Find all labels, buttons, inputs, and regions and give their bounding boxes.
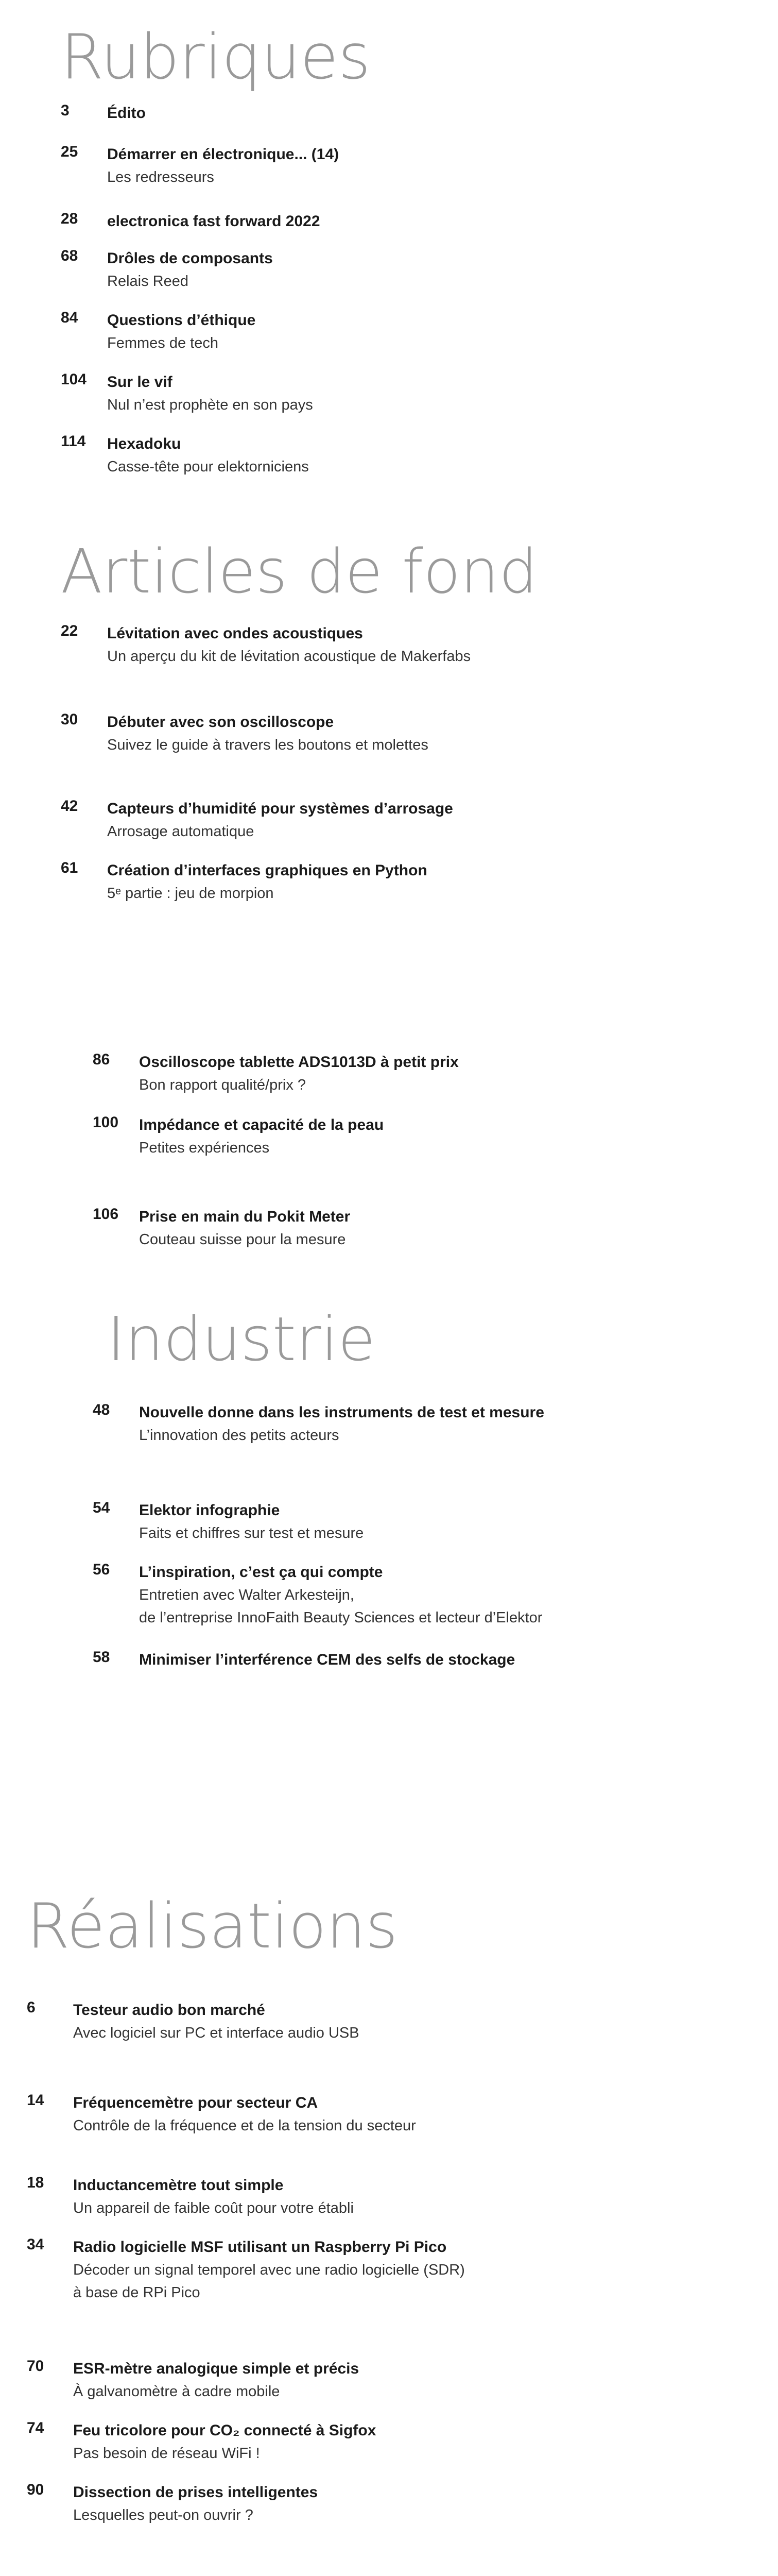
page-number: 48 bbox=[93, 1401, 110, 1418]
page-number: 14 bbox=[27, 2092, 44, 2109]
entry-title: Minimiser l’interférence CEM des selfs de stockage bbox=[139, 1651, 515, 1668]
page-number: 84 bbox=[61, 309, 78, 326]
page-number: 86 bbox=[93, 1051, 110, 1068]
page-number: 25 bbox=[61, 143, 78, 160]
rubriques-section bbox=[0, 0, 778, 515]
entry-title: Inductancemètre tout simple bbox=[73, 2177, 284, 2194]
entry-title: Testeur audio bon marché bbox=[73, 2002, 265, 2019]
entry-subtitle: Bon rapport qualité/prix ? bbox=[139, 1077, 306, 1093]
entry-subtitle: Faits et chiffres sur test et mesure bbox=[139, 1525, 364, 1541]
entry-title: Feu tricolore pour CO₂ connecté à Sigfox bbox=[73, 2422, 376, 2439]
entry-title: L’inspiration, c’est ça qui compte bbox=[139, 1564, 383, 1581]
entry-title: Oscilloscope tablette ADS1013D à petit prix bbox=[139, 1054, 459, 1071]
page-number: 6 bbox=[27, 1999, 36, 2016]
entry-title: Prise en main du Pokit Meter bbox=[139, 1208, 351, 1225]
page-number: 30 bbox=[61, 711, 78, 728]
articles-section bbox=[0, 515, 778, 1278]
page-number: 74 bbox=[27, 2419, 44, 2436]
page-number: 114 bbox=[61, 433, 86, 450]
entry-title: Elektor infographie bbox=[139, 1502, 280, 1519]
entry-subtitle: Suivez le guide à travers les boutons et molettes bbox=[107, 737, 428, 753]
entry-subtitle: 5ᵉ partie : jeu de morpion bbox=[107, 885, 274, 902]
entry-title: Dissection de prises intelligentes bbox=[73, 2484, 318, 2501]
entry-title: Radio logicielle MSF utilisant un Raspberry Pi Pico bbox=[73, 2239, 447, 2256]
entry-subtitle: Un aperçu du kit de lévitation acoustique de Makerfabs bbox=[107, 648, 471, 665]
realisations-section bbox=[0, 1891, 778, 2576]
entry-subtitle: Arrosage automatique bbox=[107, 823, 254, 840]
articles-title: Articles de fond bbox=[61, 536, 538, 607]
entry-subtitle: À galvanomètre à cadre mobile bbox=[73, 2383, 280, 2400]
entry-subtitle: Couteau suisse pour la mesure bbox=[139, 1231, 346, 1248]
entry-subtitle: Pas besoin de réseau WiFi ! bbox=[73, 2445, 260, 2462]
entry-subtitle: Casse-tête pour elektorniciens bbox=[107, 459, 309, 475]
entry-title: Lévitation avec ondes acoustiques bbox=[107, 625, 363, 642]
page-number: 34 bbox=[27, 2236, 44, 2253]
page-number: 3 bbox=[61, 102, 70, 119]
entry-subtitle: Avec logiciel sur PC et interface audio USB bbox=[73, 2025, 359, 2041]
entry-title: Édito bbox=[107, 105, 146, 122]
entry-subtitle: Relais Reed bbox=[107, 273, 188, 290]
industrie-title: Industrie bbox=[107, 1303, 375, 1375]
page-number: 100 bbox=[93, 1114, 119, 1131]
entry-subtitle: Petites expériences bbox=[139, 1140, 270, 1156]
entry-title: Démarrer en électronique... (14) bbox=[107, 146, 339, 163]
page-number: 106 bbox=[93, 1206, 119, 1223]
entry-subtitle: L’innovation des petits acteurs bbox=[139, 1427, 339, 1444]
page-number: 58 bbox=[93, 1649, 110, 1666]
entry-subtitle: Nul n’est prophète en son pays bbox=[107, 397, 313, 413]
entry-subtitle: Décoder un signal temporel avec une radio logicielle (SDR) bbox=[73, 2262, 465, 2278]
entry-title: Hexadoku bbox=[107, 435, 181, 452]
page-number: 54 bbox=[93, 1499, 110, 1516]
industrie-section bbox=[0, 1303, 778, 1762]
entry-title: Sur le vif bbox=[107, 374, 172, 391]
entry-subtitle: Les redresseurs bbox=[107, 169, 214, 185]
entry-title: Questions d’éthique bbox=[107, 312, 256, 329]
entry-subtitle: Contrôle de la fréquence et de la tension du secteur bbox=[73, 2117, 416, 2134]
page-number: 22 bbox=[61, 622, 78, 639]
entry-title: Capteurs d’humidité pour systèmes d’arrosage bbox=[107, 800, 453, 817]
page-number: 90 bbox=[27, 2481, 44, 2498]
entry-title: ESR-mètre analogique simple et précis bbox=[73, 2360, 359, 2377]
entry-title: electronica fast forward 2022 bbox=[107, 213, 320, 230]
page-number: 56 bbox=[93, 1561, 110, 1578]
entry-subtitle: Un appareil de faible coût pour votre établi bbox=[73, 2200, 354, 2216]
entry-title: Création d’interfaces graphiques en Python bbox=[107, 862, 427, 879]
page-number: 104 bbox=[61, 371, 87, 388]
entry-title: Débuter avec son oscilloscope bbox=[107, 714, 334, 731]
entry-title: Fréquencemètre pour secteur CA bbox=[73, 2094, 318, 2111]
page-number: 42 bbox=[61, 798, 78, 815]
page-number: 18 bbox=[27, 2174, 44, 2191]
page-number: 68 bbox=[61, 247, 78, 264]
page-number: 61 bbox=[61, 859, 78, 876]
realisations-title: Réalisations bbox=[27, 1891, 398, 1962]
entry-title: Drôles de composants bbox=[107, 250, 273, 267]
entry-subtitle: Lesquelles peut-on ouvrir ? bbox=[73, 2507, 253, 2523]
entry-subtitle: Entretien avec Walter Arkesteijn, bbox=[139, 1587, 354, 1603]
entry-subtitle: Femmes de tech bbox=[107, 335, 218, 351]
entry-subtitle-line2: à base de RPi Pico bbox=[73, 2284, 200, 2301]
rubriques-title: Rubriques bbox=[61, 22, 371, 93]
entry-title: Impédance et capacité de la peau bbox=[139, 1116, 384, 1133]
entry-subtitle-line2: de l’entreprise InnoFaith Beauty Sciences et lecteur d’Elektor bbox=[139, 1609, 543, 1626]
entry-title: Nouvelle donne dans les instruments de test et mesure bbox=[139, 1404, 544, 1421]
page-number: 70 bbox=[27, 2358, 44, 2375]
page-number: 28 bbox=[61, 210, 78, 227]
